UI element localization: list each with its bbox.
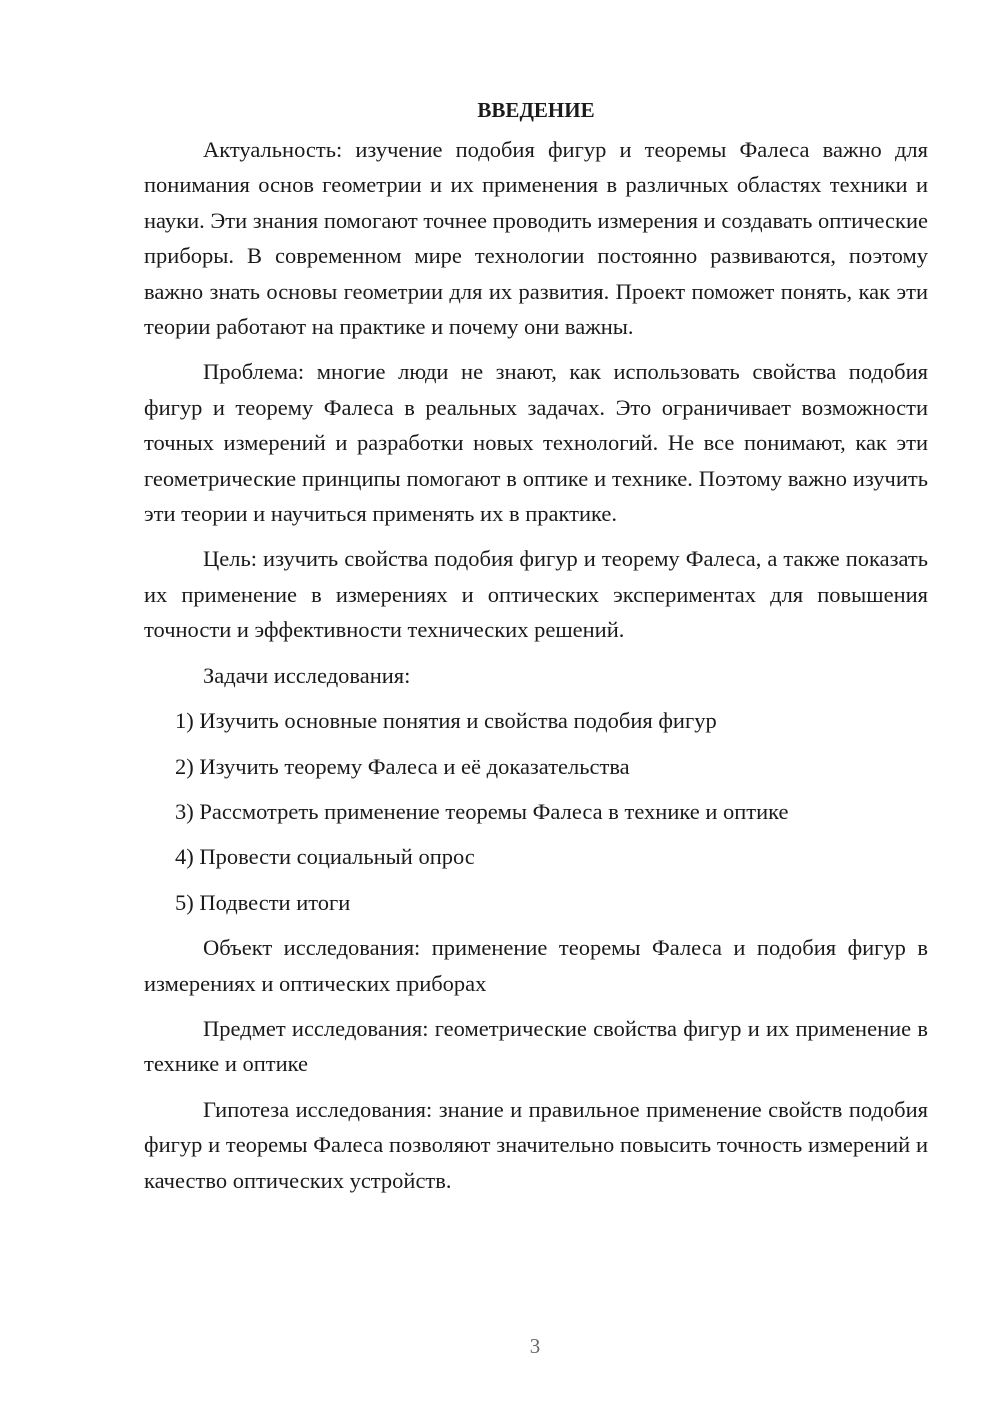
list-item: 1) Изучить основные понятия и свойства подобия фигур [175, 708, 717, 734]
list-item: 5) Подвести итоги [175, 889, 351, 915]
page-title: ВВЕДЕНИЕ [477, 98, 595, 122]
paragraph-object: Объект исследования: применение теоремы Фалеса и подобия фигур в измерениях и оптических приборах [144, 935, 928, 996]
paragraph-problem: Проблема: многие люди не знают, как использовать свойства подобия фигур и теорему Фалеса в реальных задачах. Это ограничивает возможности точных измерений и разработки новых технологий. Не все понимают, как эти геометрические принципы помогают в оптике и технике. Поэтому важно изучить эти теории и научиться применять их в практике. [144, 359, 928, 527]
tasks-list [144, 703, 928, 920]
paragraph-subject: Предмет исследования: геометрические свойства фигур и их применение в технике и оптике [144, 1015, 928, 1077]
paragraph-hypothesis: Гипотеза исследования: знание и правильное применение свойств подобия фигур и теоремы Фалеса позволяют значительно повысить точность измерений и качество оптических устройств. [144, 1096, 928, 1193]
paragraph-goal: Цель: изучить свойства подобия фигур и теорему Фалеса, а также показать их применение в измерениях и оптических экспериментах для повышения точности и эффективности технических решений. [144, 546, 928, 643]
page-number: 3 [529, 1334, 541, 1358]
tasks-heading: Задачи исследования: [203, 662, 411, 688]
paragraph-relevance: Актуальность: изучение подобия фигур и теоремы Фалеса важно для понимания основ геометрии и их применения в различных областях техники и науки. Эти знания помогают точнее проводить измерения и создавать оптические приборы. В современном мире технологии постоянно развиваются, поэтому важно знать основы геометрии для их развития. Проект поможет понять, как эти теории работают на практике и почему они важны. [144, 137, 928, 340]
list-item: 4) Провести социальный опрос [175, 844, 475, 870]
list-item: 2) Изучить теорему Фалеса и её доказательства [175, 753, 630, 779]
list-item: 3) Рассмотреть применение теоремы Фалеса в технике и оптике [175, 798, 789, 824]
document-page [144, 96, 928, 1208]
